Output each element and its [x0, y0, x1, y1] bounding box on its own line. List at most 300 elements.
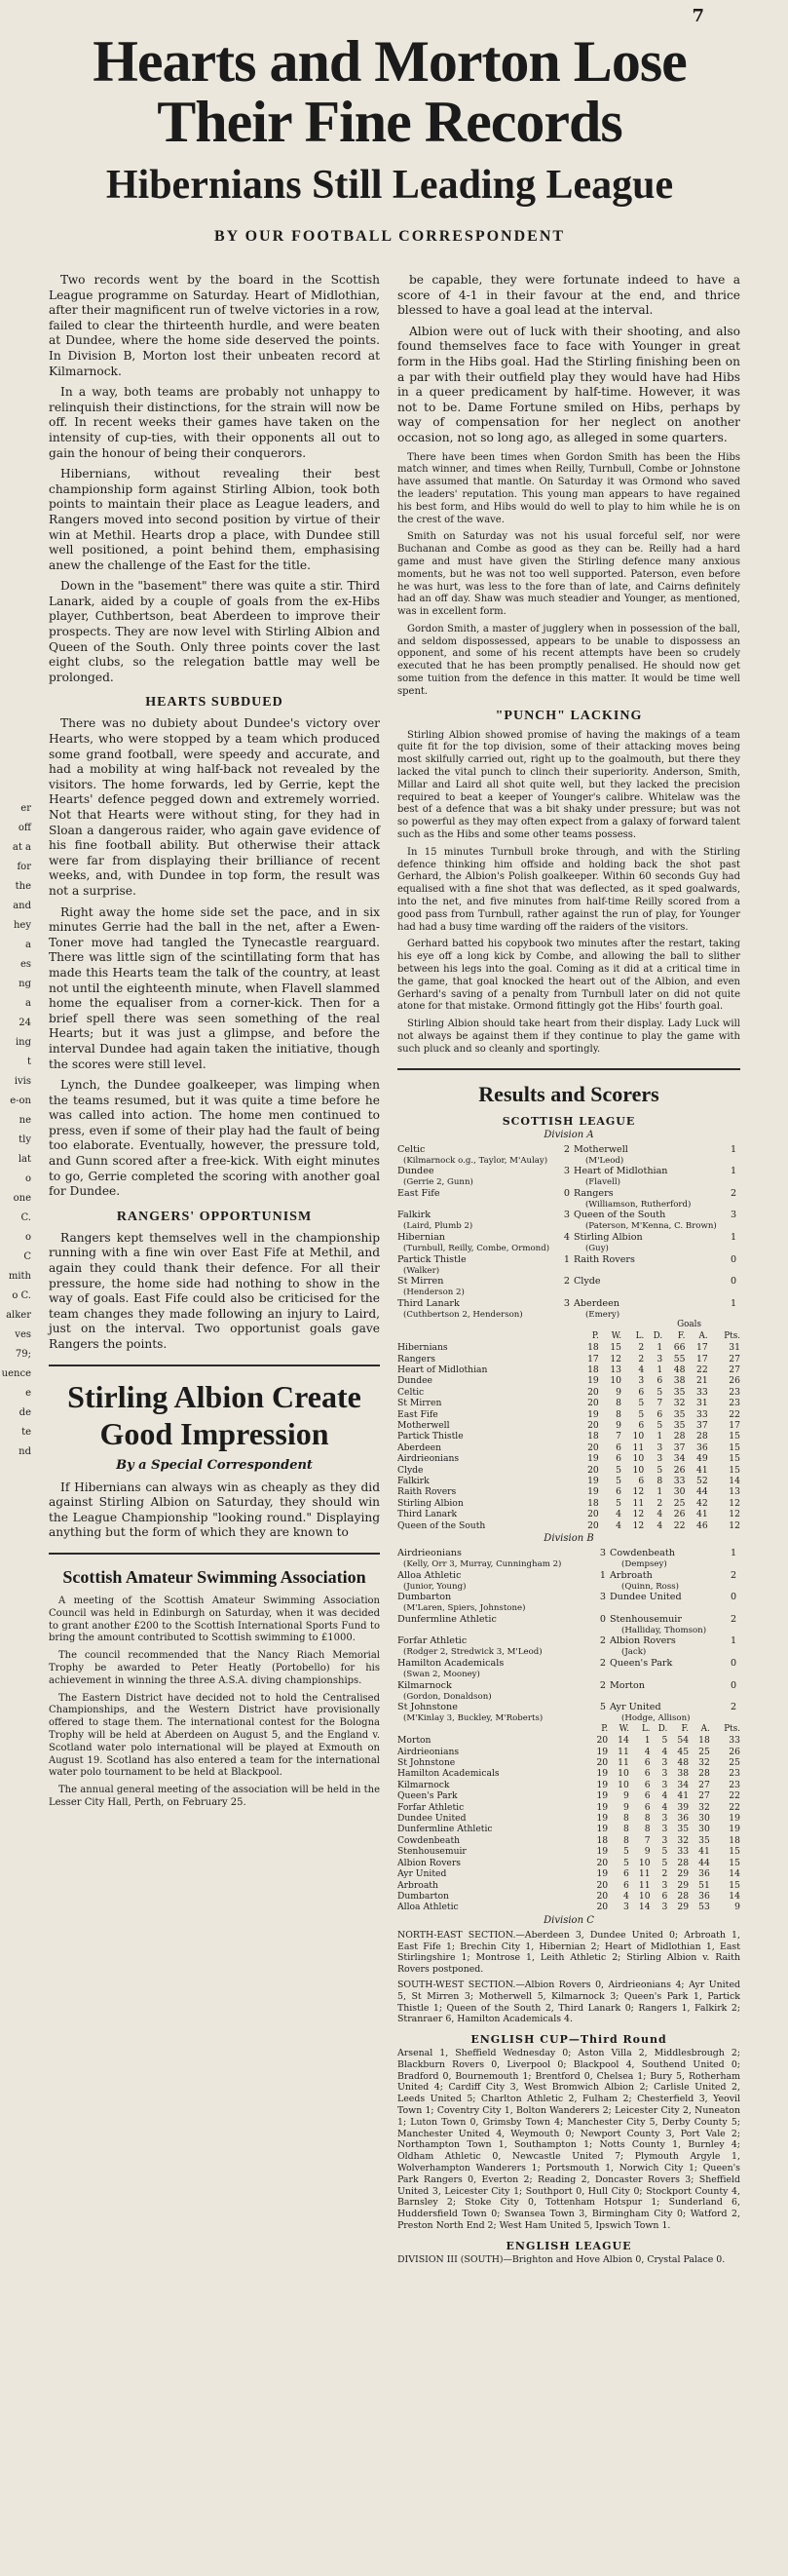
stat-cell: 6 [623, 1879, 629, 1891]
column-header: F. [681, 1723, 690, 1734]
stat-cell: 17 [695, 1342, 708, 1354]
table-row [397, 1465, 740, 1476]
stat-cell: 6 [638, 1386, 645, 1398]
stat-cell: 33 [695, 1408, 708, 1420]
stat-cell: 20 [596, 1902, 609, 1913]
stat-cell: 3 [661, 1768, 668, 1780]
stat-cell: 8 [623, 1824, 629, 1835]
stat-cell: 8 [623, 1834, 629, 1846]
home-scorers: (Kelly, Orr 3, Murray, Cunningham 2) [403, 1559, 562, 1570]
spacer [560, 1266, 574, 1277]
stat-cell: 4 [616, 1509, 622, 1520]
gutter-fragment: o [24, 1173, 31, 1184]
stat-cell: 12 [610, 1353, 622, 1365]
scorers-row [397, 1177, 740, 1188]
stat-cell: 46 [695, 1519, 708, 1531]
stat-cell: 5 [657, 1464, 663, 1476]
sub-headline: Hibernians Still Leading League [105, 163, 674, 208]
home-team: Dundee [397, 1166, 434, 1177]
stat-cell: 3 [657, 1453, 663, 1465]
gutter-fragment: lat [18, 1154, 31, 1165]
stat-cell: 7 [657, 1398, 663, 1409]
paragraph: be capable, they were fortunate indeed to have a score of 4-1 in their favour at the end, and thrice blessed to have a goal lead at the interval. [397, 273, 740, 318]
stat-cell: 23 [729, 1398, 740, 1409]
spacer [560, 1288, 574, 1298]
stat-cell: 6 [657, 1375, 663, 1387]
home-scorers: (Junior, Young) [403, 1581, 467, 1592]
stat-cell: 22 [729, 1408, 740, 1420]
stat-cell: 1 [657, 1364, 663, 1375]
away-scorers: (Guy) [584, 1243, 609, 1253]
stat-cell: 20 [587, 1398, 599, 1409]
table-row [397, 1824, 740, 1834]
gutter-fragment: es [19, 959, 31, 970]
stat-cell: 5 [661, 1735, 668, 1747]
team-name: Aberdeen [397, 1442, 442, 1453]
stat-cell: 2 [638, 1342, 645, 1354]
stat-cell: 52 [695, 1476, 708, 1487]
divider [397, 1068, 740, 1070]
result-row [397, 1298, 740, 1310]
stat-cell: 35 [677, 1824, 690, 1835]
team-name: Stirling Albion [397, 1497, 464, 1509]
stat-cell: 30 [673, 1486, 686, 1498]
stat-cell: 19 [587, 1486, 599, 1498]
main-headline: Hearts and Morton Lose Their Fine Records [93, 29, 687, 154]
stat-cell: 19 [729, 1824, 740, 1835]
stirling-headline: Stirling Albion Create Good Impression [67, 1378, 361, 1451]
home-score: 0 [563, 1187, 570, 1199]
home-scorers: (M'Laren, Spiers, Johnstone) [403, 1603, 526, 1614]
stat-cell: 12 [632, 1509, 645, 1520]
stat-cell: 37 [673, 1442, 686, 1453]
stat-cell: 27 [729, 1353, 740, 1365]
paragraph: SOUTH-WEST SECTION.—Albion Rovers 0, Airdrieonians 4; Ayr United 5, St Mirren 3; Motherwell 5, Kilmarnock 3; Queen's Park 1, Partick Thistle 1; Queen of the South 2, Third Lanark 0; Rangers 1, Falkirk 2; Stranraer 6, Hamilton Academicals 4. [397, 1979, 740, 2025]
home-score: 1 [563, 1253, 570, 1265]
stat-cell: 12 [729, 1519, 740, 1531]
scorers-row [397, 1582, 740, 1593]
stat-cell: 1 [657, 1486, 663, 1498]
stat-cell: 12 [632, 1486, 645, 1498]
table-row [397, 1735, 740, 1746]
spacer [727, 1244, 740, 1254]
stat-cell: 35 [673, 1408, 686, 1420]
column-header: P. [591, 1330, 599, 1341]
stat-cell: 41 [695, 1464, 708, 1476]
results-heading: Results and Scorers [478, 1081, 659, 1106]
stat-cell: 19 [587, 1408, 599, 1420]
gutter-fragment: mith [8, 1271, 31, 1282]
stat-cell: 26 [673, 1464, 686, 1476]
team-name: Arbroath [397, 1879, 438, 1891]
stat-cell: 4 [644, 1746, 651, 1757]
stat-cell: 6 [623, 1868, 629, 1880]
stat-cell: 6 [644, 1779, 651, 1790]
stat-cell: 23 [729, 1386, 740, 1398]
scorers-row [397, 1647, 740, 1658]
stat-cell: 9 [644, 1846, 651, 1858]
paragraph: Arsenal 1, Sheffield Wednesday 0; Aston Villa 2, Middlesbrough 2; Blackburn Rovers 0, Liverpool 0; Blackpool 4, Southend United 0; Bradford 0, Bournemouth 1; Brentford 0, Chelsea 1; Bury 5, Rotherham United 4; Cardiff City 3, West Bromwich Albion 2; Carlisle United 2, Leeds United 5; Charlton Athletic 2, Fulham 2; Chesterfield 3, Yeovil Town 1; Coventry City 1, Bolton Wanderers 2; Leicester City 2, Nuneaton 1; Luton Town 0, Grimsby Town 4; Manchester City 5, Derby County 5; Manchester United 4, Weymouth 0; Newport County 3, Port Vale 2; Northampton Town 1, Southampton 1; Notts County 1, Burnley 4; Oldham Athletic 0, Newcastle United 7; Plymouth Argyle 1, Wolverhampton Wanderers 1; Portsmouth 1, Norwich City 1; Queen's Park Rangers 0, Everton 2; Reading 2, Doncaster Rovers 3; Sheffield United 3, Leicester City 1; Southport 0, Hull City 0; Stockport County 4, Barnsley 2; Stoke City 0, Tottenham Hotspur 1; Sunderland 6, Huddersfield Town 0; Swansea Town 3, Birmingham City 0; Watford 2, Preston North End 2; West Ham United 5, Ipswich Town 1. [397, 2048, 740, 2232]
stat-cell: 6 [661, 1890, 668, 1902]
spacer [560, 1200, 574, 1211]
stat-cell: 14 [618, 1735, 629, 1747]
spacer [727, 1200, 740, 1211]
stat-cell: 5 [661, 1846, 668, 1858]
team-name: Hamilton Academicals [397, 1768, 500, 1780]
stat-cell: 6 [644, 1790, 651, 1802]
stat-cell: 6 [616, 1486, 622, 1498]
paragraph: Stirling Albion should take heart from their display. Lady Luck will not always be against them if they continue to play the game with such pluck and so cleanly and sportingly. [397, 1019, 740, 1055]
scorers-row [397, 1692, 740, 1703]
table-row [397, 1387, 740, 1398]
gutter-fragment: ng [19, 979, 31, 989]
stat-cell: 19 [596, 1846, 609, 1858]
gutter-fragment: one [13, 1193, 31, 1204]
home-score: 2 [599, 1679, 607, 1691]
stat-cell: 19 [596, 1779, 609, 1790]
table-row [397, 1431, 740, 1442]
gutter-fragment: t [26, 1057, 31, 1067]
stat-cell: 23 [729, 1768, 740, 1780]
stat-cell: 3 [661, 1879, 668, 1891]
stat-cell: 22 [673, 1519, 686, 1531]
stat-cell: 20 [596, 1735, 609, 1747]
stat-cell: 7 [644, 1834, 651, 1846]
away-team: Queen's Park [609, 1658, 673, 1670]
stat-cell: 14 [638, 1902, 651, 1913]
spacer [596, 1670, 610, 1680]
result-row [397, 1276, 740, 1288]
column-header: P. [601, 1723, 609, 1734]
result-row [397, 1658, 740, 1670]
stat-cell: 5 [661, 1857, 668, 1868]
paragraph: There have been times when Gordon Smith has been the Hibs match winner, and times when Reilly, Turnbull, Combe or Johnstone have assumed that mantle. On Saturday it was Ormond who saved the leaders' reputation. This young man appears to have regained his best form, and Hibs would do well to play to him while he is on the crest of the wave. [397, 451, 740, 525]
stat-cell: 3 [657, 1442, 663, 1453]
team-name: Kilmarnock [397, 1779, 450, 1790]
stat-cell: 14 [729, 1890, 740, 1902]
paragraph: Lynch, the Dundee goalkeeper, was limping when the teams resumed, but it was quite a time before he was called into action. The home men continued to press, even if some of their play had the fault of being too elaborate. Eventually, however, the pressure told, and Gunn scored after a free-kick. With eight minutes to go, Gerrie completed the scoring with another goal for Dundee. [49, 1078, 380, 1199]
stat-cell: 13 [610, 1364, 622, 1375]
result-row [397, 1232, 740, 1244]
home-scorers: (Kilmarnock o.g., Taylor, M'Aulay) [403, 1155, 548, 1166]
home-scorers: (M'Kinlay 3, Buckley, M'Roberts) [403, 1713, 544, 1724]
stat-cell: 5 [623, 1857, 629, 1868]
division-b-table [397, 1724, 740, 1913]
column-header [397, 1331, 577, 1342]
home-scorers: (Swan 2, Mooney) [403, 1670, 480, 1680]
stat-cell: 19 [596, 1868, 609, 1880]
stat-cell: 4 [657, 1519, 663, 1531]
stat-cell: 9 [616, 1386, 622, 1398]
table-row [397, 1365, 740, 1375]
away-score: 2 [730, 1187, 737, 1199]
stat-cell: 5 [616, 1476, 622, 1487]
stat-cell: 10 [632, 1453, 645, 1465]
home-scorers [397, 1626, 596, 1636]
stat-cell: 28 [698, 1768, 710, 1780]
gutter-fragment: for [17, 862, 31, 872]
paragraph: The annual general meeting of the association will be held in the Lesser City Hall, Perth, on February 25. [49, 1785, 380, 1808]
stat-cell: 18 [587, 1431, 599, 1442]
stat-cell: 3 [638, 1375, 645, 1387]
stat-cell: 4 [638, 1364, 645, 1375]
gutter-fragment: C [23, 1251, 31, 1262]
home-scorers: (Henderson 2) [403, 1288, 465, 1298]
stat-cell: 4 [657, 1509, 663, 1520]
spacer [727, 1692, 740, 1703]
stat-cell: 14 [729, 1868, 740, 1880]
column-header: L. [641, 1723, 651, 1734]
result-row [397, 1680, 740, 1692]
stat-cell: 30 [698, 1824, 710, 1835]
table-row [397, 1375, 740, 1386]
punch-body [397, 730, 740, 1057]
away-team: Heart of Midlothian [573, 1166, 668, 1177]
stat-cell: 33 [673, 1476, 686, 1487]
goals-label-row [397, 1320, 740, 1330]
stat-cell: 8 [623, 1813, 629, 1825]
gutter-fragment: o [24, 1232, 31, 1243]
stat-cell: 20 [587, 1519, 599, 1531]
table-row [397, 1757, 740, 1768]
away-team: Clyde [573, 1276, 601, 1288]
stat-cell: 1 [657, 1431, 663, 1442]
stat-cell: 15 [729, 1846, 740, 1858]
stat-cell: 2 [638, 1353, 645, 1365]
stat-cell: 39 [677, 1801, 690, 1813]
stat-cell: 10 [632, 1431, 645, 1442]
stat-cell: 18 [587, 1497, 599, 1509]
stat-cell: 3 [661, 1813, 668, 1825]
stat-cell: 28 [677, 1890, 690, 1902]
stat-cell: 18 [596, 1834, 609, 1846]
stat-cell: 4 [623, 1890, 629, 1902]
stat-cell: 36 [677, 1813, 690, 1825]
team-name: Morton [397, 1735, 432, 1747]
stat-cell: 29 [677, 1868, 690, 1880]
stat-cell: 34 [677, 1779, 690, 1790]
column-header: Pts. [724, 1330, 740, 1341]
table-row [397, 1858, 740, 1868]
home-team: Hibernian [397, 1231, 445, 1243]
home-scorers [397, 1200, 560, 1211]
stat-cell: 18 [729, 1834, 740, 1846]
stat-cell: 2 [661, 1868, 668, 1880]
spacer [727, 1603, 740, 1614]
stat-cell: 20 [596, 1879, 609, 1891]
table-header [397, 1331, 740, 1342]
stat-cell: 19 [596, 1813, 609, 1825]
stat-cell: 29 [677, 1902, 690, 1913]
stat-cell: 25 [729, 1757, 740, 1769]
away-team: Raith Rovers [573, 1253, 635, 1265]
home-scorers: (Cuthbertson 2, Henderson) [403, 1309, 523, 1320]
stat-cell: 3 [661, 1834, 668, 1846]
team-name: Dundee United [397, 1813, 467, 1825]
paragraph: Rangers kept themselves well in the championship running with a fine win over East Fife at Methil, and again they could thank their defence. For all their pressure, the home side had nothing to show in the way of goals. East Fife could also be criticised for the team changes they made following an injury to Laird, just on the interval. Two opportunist goals gave Rangers the points. [49, 1230, 380, 1351]
swim-body [49, 1596, 380, 1810]
stirling-body [49, 1480, 380, 1541]
table-row [397, 1790, 740, 1801]
table-row [397, 1902, 740, 1912]
division-c-body [397, 1930, 740, 2025]
scorers-row [397, 1626, 740, 1636]
stat-cell: 6 [644, 1801, 651, 1813]
result-row [397, 1614, 740, 1626]
stat-cell: 3 [657, 1353, 663, 1365]
column-header: L. [635, 1330, 645, 1341]
table-row [397, 1354, 740, 1365]
paragraph: Albion were out of luck with their shooting, and also found themselves face to face with Younger in great form in the Hibs goal. Had the Stirling finishing been on a par with their outfield play they would have had Hibs in a queer predicament by half-time. However, it was not to be. Dame Fortune smiled on Hibs, perhaps by way of compensation for her neglect on another occasion, not so long ago, as alleged in some quarters. [397, 324, 740, 444]
column-header: D. [653, 1330, 663, 1341]
home-scorers: (Laird, Plumb 2) [403, 1221, 473, 1232]
spacer [596, 1647, 610, 1658]
table-row [397, 1835, 740, 1846]
gutter-fragment: hey [13, 920, 31, 931]
scottish-league-heading: SCOTTISH LEAGUE [502, 1114, 636, 1128]
division-c-heading: Division C [544, 1914, 594, 1926]
stat-cell: 4 [661, 1801, 668, 1813]
paragraph: DIVISION III (SOUTH)—Brighton and Hove Albion 0, Crystal Palace 0. [397, 2253, 726, 2265]
home-score: 2 [599, 1658, 607, 1670]
stat-cell: 8 [644, 1813, 651, 1825]
home-scorers: (Rodger 2, Stredwick 3, M'Leod) [403, 1647, 543, 1658]
away-team: Arbroath [609, 1569, 653, 1581]
result-row [397, 1254, 740, 1266]
stat-cell: 20 [587, 1509, 599, 1520]
gutter-fragment: the [15, 881, 31, 892]
team-name: Alloa Athletic [397, 1902, 459, 1913]
stat-cell: 19 [587, 1453, 599, 1465]
stat-cell: 32 [698, 1801, 710, 1813]
spacer [560, 1310, 574, 1321]
stat-cell: 15 [729, 1453, 740, 1465]
team-name: Queen's Park [397, 1790, 458, 1802]
paragraph: Two records went by the board in the Scottish League programme on Saturday. Heart of Midlothian, after their magnificent run of twelve victories in a row, failed to clear the thirteenth hurdle, and were beaten at Dundee, where the home side deserved the points. In Division B, Morton lost their unbeaten record at Kilmarnock. [49, 273, 380, 378]
stat-cell: 14 [729, 1476, 740, 1487]
right-column [397, 273, 740, 2270]
stat-cell: 15 [729, 1879, 740, 1891]
home-team: East Fife [397, 1187, 440, 1199]
divider [49, 1365, 380, 1366]
stat-cell: 2 [657, 1497, 663, 1509]
team-name: Dunfermline Athletic [397, 1824, 493, 1835]
home-score: 2 [599, 1635, 607, 1647]
stat-cell: 17 [729, 1420, 740, 1431]
team-name: Forfar Athletic [397, 1801, 465, 1813]
result-row [397, 1210, 740, 1221]
stat-cell: 36 [695, 1442, 708, 1453]
home-team: Celtic [397, 1143, 426, 1155]
home-team: Dunfermline Athletic [397, 1613, 497, 1625]
table-row [397, 1780, 740, 1790]
away-score: 0 [730, 1658, 737, 1670]
result-row [397, 1144, 740, 1156]
table-row [397, 1747, 740, 1757]
stat-cell: 20 [596, 1757, 609, 1769]
stat-cell: 38 [677, 1768, 690, 1780]
away-score: 0 [730, 1679, 737, 1691]
stat-cell: 44 [698, 1857, 710, 1868]
stat-cell: 3 [661, 1902, 668, 1913]
paragraph: If Hibernians can always win as cheaply as they did against Stirling Albion on Saturday, they should win the League Championship "looking round." Displaying anything but the form of which they are known to [49, 1480, 380, 1540]
stat-cell: 18 [587, 1342, 599, 1354]
stat-cell: 9 [623, 1801, 629, 1813]
stat-cell: 6 [638, 1476, 645, 1487]
spacer [560, 1156, 574, 1167]
stat-cell: 20 [587, 1420, 599, 1431]
stat-cell: 3 [661, 1757, 668, 1769]
stat-cell: 32 [673, 1398, 686, 1409]
stat-cell: 28 [677, 1857, 690, 1868]
division-a-table [397, 1320, 740, 1531]
stat-cell: 6 [644, 1757, 651, 1769]
hearts-subdued-heading: HEARTS SUBDUED [145, 695, 283, 711]
away-scorers: (Jack) [620, 1647, 647, 1658]
team-name: Heart of Midlothian [397, 1364, 488, 1375]
away-score: 1 [730, 1297, 737, 1309]
away-scorers: (Williamson, Rutherford) [584, 1199, 692, 1210]
home-score: 3 [563, 1210, 570, 1221]
stat-cell: 22 [695, 1364, 708, 1375]
stat-cell: 15 [729, 1431, 740, 1442]
stat-cell: 32 [698, 1757, 710, 1769]
scorers-row [397, 1288, 740, 1298]
stat-cell: 9 [616, 1420, 622, 1431]
gutter-fragment: e-on [10, 1096, 31, 1106]
gutter-fragment: 79; [15, 1349, 31, 1360]
stat-cell: 10 [638, 1890, 651, 1902]
team-name: St Mirren [397, 1398, 442, 1409]
swim-headline: Scottish Amateur Swimming Association [62, 1566, 366, 1587]
stat-cell: 22 [729, 1801, 740, 1813]
division-b-heading: Division B [544, 1533, 594, 1545]
away-team: Rangers [573, 1187, 614, 1199]
page-number: 7 [692, 6, 704, 26]
left-column [49, 273, 380, 1815]
spacer [727, 1266, 740, 1277]
stat-cell: 19 [596, 1824, 609, 1835]
stat-cell: 13 [729, 1486, 740, 1498]
result-row [397, 1188, 740, 1200]
stat-cell: 11 [632, 1442, 645, 1453]
team-name: Airdrieonians [397, 1453, 460, 1465]
division-b-results [397, 1548, 740, 1724]
stat-cell: 17 [695, 1353, 708, 1365]
gutter-fragment: o C. [12, 1290, 31, 1301]
scorers-row [397, 1156, 740, 1167]
team-name: Third Lanark [397, 1509, 458, 1520]
stat-cell: 3 [661, 1824, 668, 1835]
away-scorers: (Hodge, Allison) [620, 1713, 691, 1724]
stat-cell: 11 [638, 1879, 651, 1891]
stat-cell: 31 [729, 1342, 740, 1354]
gutter-fragment: tly [19, 1134, 31, 1145]
result-row [397, 1635, 740, 1647]
stirling-byline: By a Special Correspondent [116, 1457, 313, 1473]
home-team: St Johnstone [397, 1702, 458, 1713]
stat-cell: 26 [673, 1509, 686, 1520]
stat-cell: 26 [729, 1375, 740, 1387]
home-team: Hamilton Academicals [397, 1658, 505, 1670]
away-team: Stenhousemuir [609, 1613, 682, 1625]
spacer [596, 1603, 610, 1614]
column-header [397, 1724, 586, 1735]
home-score: 2 [563, 1276, 570, 1288]
stat-cell: 19 [729, 1813, 740, 1825]
stat-cell: 11 [618, 1757, 629, 1769]
table-row [397, 1486, 740, 1497]
